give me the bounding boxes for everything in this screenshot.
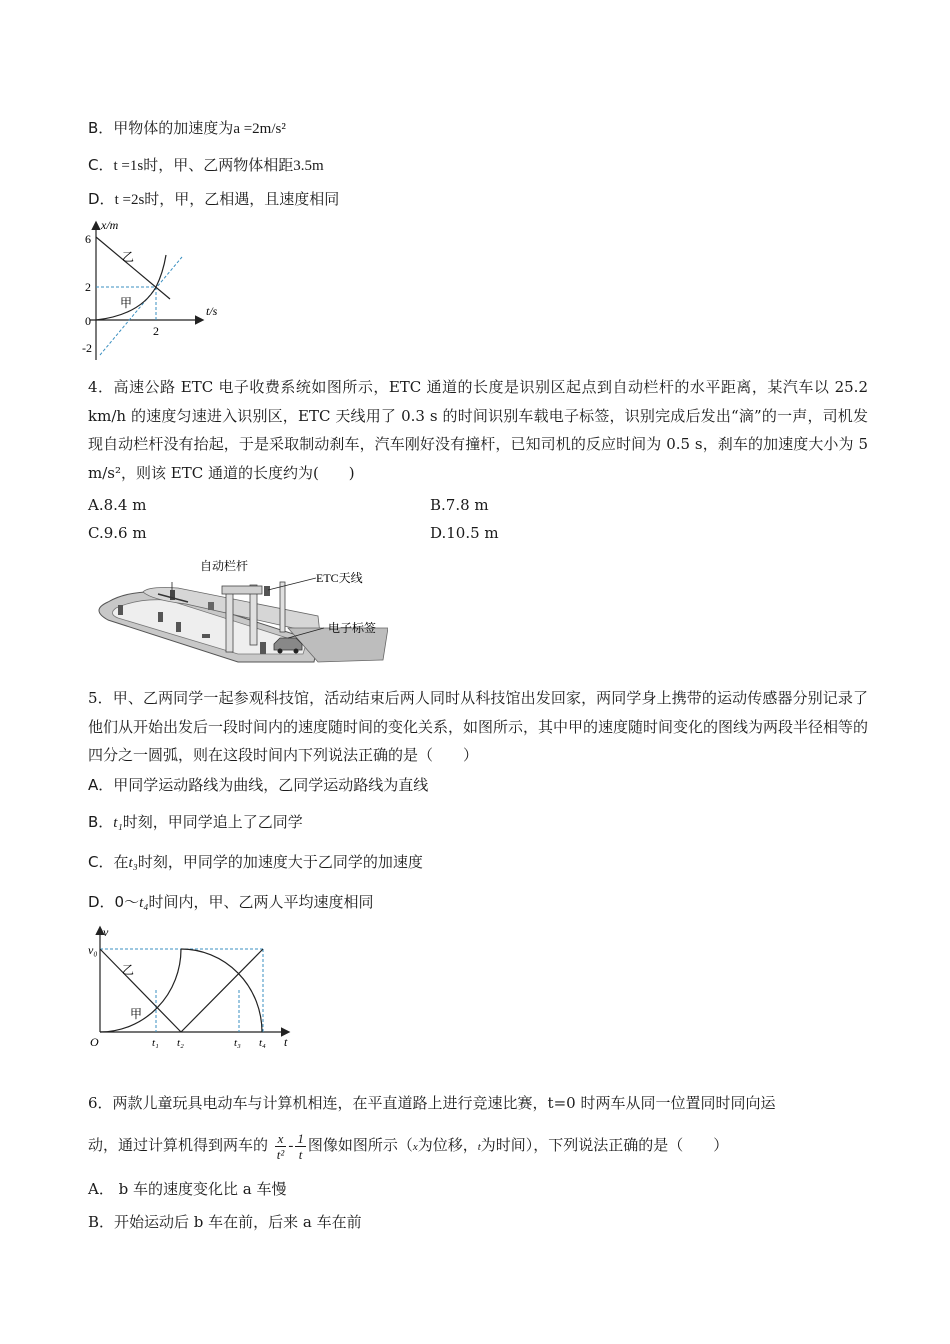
- q6-frac-x-den: t²: [276, 1146, 285, 1162]
- q5-option-c[interactable]: [88, 852, 423, 873]
- q3-option-b-math: a =2m/s²: [233, 121, 286, 137]
- q5-y-label: v: [103, 925, 109, 939]
- q3-tick-y2: 2: [85, 280, 91, 294]
- q4-post-2: [158, 612, 163, 622]
- q6-option-b[interactable]: B．开始运动后 b 车在前，后来 a 车在前: [88, 1213, 362, 1231]
- q4-stem: 4．高速公路 ETC 电子收费系统如图所示，ETC 通道的长度是识别区起点到自动栏杆的水平距离，某汽车以 25.2 km/h 的速度匀速进入识别区，ETC 天线用了 0.3 s 的时间识别车载电子标签，识别完成后发出“滴”的一声，司机发现自动栏杆没有抬起，于是采取制动刹车，汽车刚好没有撞杆，已知司机的反应时间为 0.5 s，刹车的加速度大小为 5 m/s²，则该 ETC 通道的长度约为( ): [88, 378, 868, 482]
- q3-option-c-label: C．: [88, 156, 114, 174]
- q3-jia-label: 甲: [120, 296, 133, 310]
- q5-option-d-label: D．0～: [88, 893, 140, 911]
- q5-option-b-text: 时刻，甲同学追上了乙同学: [122, 813, 303, 831]
- q5-option-a[interactable]: [88, 775, 428, 795]
- q3-option-c-math: t =1s: [113, 158, 144, 174]
- q4-label-antenna: ETC天线: [316, 571, 363, 585]
- q4-post-1: [118, 605, 123, 615]
- q4-car-wheel-2: [294, 649, 299, 654]
- q4-car-wheel-1: [278, 649, 283, 654]
- q5-tick-t3: t₃: [234, 1037, 241, 1049]
- q4-gantry-left: [226, 590, 233, 652]
- q3-x-label: t/s: [206, 304, 218, 318]
- q3-option-d-label: D．: [88, 190, 115, 208]
- q3-tick-y0: 0: [85, 314, 91, 328]
- q5-v0-label: v₀: [88, 943, 98, 957]
- q6-line-2: [88, 1128, 728, 1162]
- q4-pole: [280, 582, 285, 632]
- q4-option-d[interactable]: D.10.5 m: [430, 524, 499, 542]
- q5-option-b-math: t₁: [113, 815, 123, 831]
- q3-option-b-label: B．: [88, 119, 114, 137]
- q4-option-a[interactable]: A.8.4 m: [88, 496, 147, 514]
- q3-option-c-text: 时，甲、乙两物体相距: [143, 156, 294, 174]
- q5-yi-label: 乙: [122, 963, 135, 977]
- q4-antenna-pointer: [268, 578, 316, 590]
- q6-dash: -: [288, 1138, 294, 1154]
- q3-option-d[interactable]: [88, 189, 339, 210]
- q4-option-b[interactable]: B.7.8 m: [430, 496, 489, 514]
- q6-x-var: x: [412, 1141, 418, 1153]
- q6-t-desc: 为时间），下列说法正确的是（ ）: [480, 1136, 729, 1154]
- q4-antenna-box: [264, 586, 270, 596]
- q6-option-a[interactable]: A． b 车的速度变化比 a 车慢: [88, 1180, 287, 1198]
- q6-frac-1-den: t: [298, 1146, 303, 1162]
- q5-tick-t2: t₂: [177, 1037, 184, 1049]
- q4-etc-figure: [88, 550, 388, 672]
- q5-option-b[interactable]: [88, 812, 303, 833]
- q5-x-label: t: [284, 1035, 288, 1049]
- q3-option-b-text: 甲物体的加速度为: [113, 119, 234, 137]
- q3-tick-y6: 6: [85, 232, 91, 246]
- q3-option-d-text: 时，甲，乙相遇，且速度相同: [144, 190, 340, 208]
- q4-post-3: [176, 622, 181, 632]
- q4-post-4: [202, 634, 210, 638]
- q6-line-1: 6．两款儿童玩具电动车与计算机相连，在平直道路上进行竞速比赛，t=0 时两车从同一位置同时同向运: [88, 1094, 776, 1112]
- q5-option-d-math: t₄: [139, 895, 149, 911]
- q6-x-desc: 为位移，: [417, 1136, 478, 1154]
- q4-post-5: [260, 642, 266, 654]
- q3-tangent-line: [100, 257, 182, 355]
- q4-gantry-top: [222, 586, 262, 594]
- q4-label-gate: 自动栏杆: [200, 559, 249, 573]
- q6-fraction-x-t2: [275, 1131, 287, 1162]
- q4-label-tag: 电子标签: [328, 621, 377, 635]
- q5-jia-label: 甲: [130, 1007, 143, 1021]
- q5-vt-graph: [82, 922, 297, 1050]
- q6-fraction-1-t: [295, 1131, 306, 1162]
- q3-tick-x2: 2: [153, 324, 159, 338]
- q5-origin-label: O: [90, 1035, 99, 1049]
- q5-stem: 5．甲、乙两同学一起参观科技馆，活动结束后两人同时从科技馆出发回家，两同学身上携带的运动传感器分别记录了他们从开始出发后一段时间内的速度随时间的变化关系，如图所示，其中甲的速度随时间变化的图线为两段半径相等的四分之一圆弧，则在这段时间内下列说法正确的是（ ）: [88, 689, 869, 764]
- q3-yi-line: [96, 237, 170, 299]
- q3-tick-ym2: -2: [82, 341, 92, 355]
- q5-option-c-text: 时刻，甲同学的加速度大于乙同学的加速度: [137, 853, 423, 871]
- q4-kiosk: [208, 602, 214, 610]
- q5-option-d[interactable]: [88, 892, 374, 913]
- q6-t-var: t: [477, 1141, 481, 1153]
- q4-car: [274, 638, 302, 650]
- q3-option-b[interactable]: [88, 118, 286, 139]
- q5-tick-t1: t₁: [152, 1037, 159, 1049]
- q3-option-c-math2: 3.5m: [293, 158, 324, 174]
- q3-option-c[interactable]: [88, 155, 324, 176]
- q4-option-c[interactable]: C.9.6 m: [88, 524, 147, 542]
- q3-yi-label: 乙: [122, 250, 135, 264]
- q5-option-b-label: B．: [88, 813, 114, 831]
- q6-line-2-text-a: 动，通过计算机得到两车的: [88, 1136, 269, 1154]
- q5-option-c-math: t₃: [128, 855, 138, 871]
- q3-xt-graph: [80, 215, 250, 365]
- q3-y-label: x/m: [101, 218, 119, 232]
- q5-option-c-label: C．在: [88, 853, 129, 871]
- q5-option-a-text: A．甲同学运动路线为曲线，乙同学运动路线为直线: [88, 776, 429, 794]
- q5-option-d-text: 时间内，甲、乙两人平均速度相同: [148, 893, 374, 911]
- q3-option-d-math: t =2s: [114, 192, 145, 208]
- q6-frac-x-num: x: [275, 1131, 287, 1147]
- q6-line-2-text-b: 图像如图所示（: [307, 1136, 413, 1154]
- q6-frac-1-num: 1: [297, 1130, 304, 1146]
- q5-tick-t4: t₄: [259, 1037, 266, 1049]
